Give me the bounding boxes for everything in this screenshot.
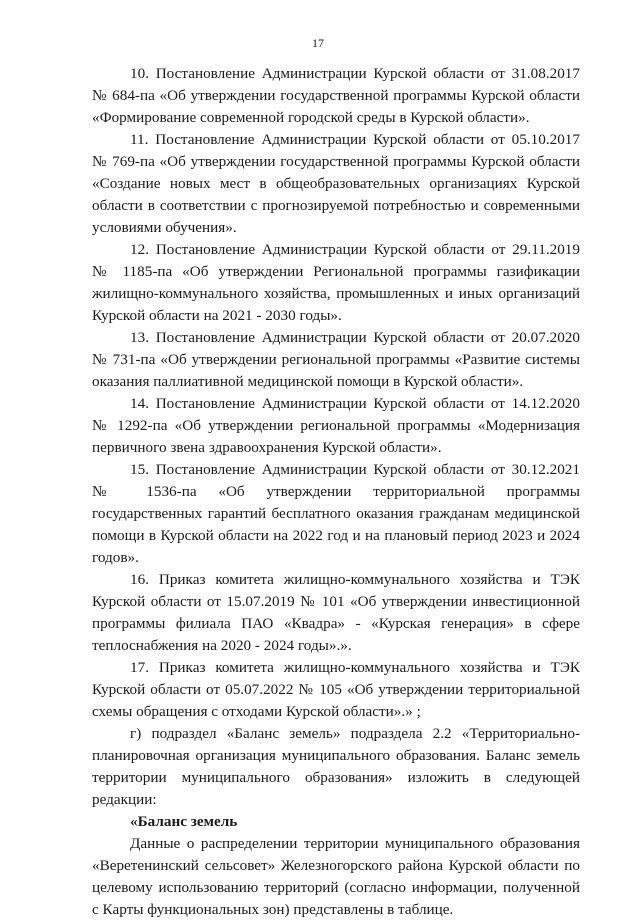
paragraph-item-10: 10. Постановление Администрации Курской области от 31.08.2017 № 684-па «Об утверждении государственной программы Курской области «Формирование современной городской среды в Курской области».	[92, 65, 580, 126]
paragraph-item-16: 16. Приказ комитета жилищно-коммунального хозяйства и ТЭК Курской области от 15.07.2019 № 101 «Об утверждении инвестиционной программы филиала ПАО «Квадра» - «Курская генерация» в сфере теплоснабжения на 2020 - 2024 годы».».	[92, 571, 580, 654]
paragraph-subsection-g: г) подраздел «Баланс земель» подраздела 2.2 «Территориально-планировочная организация муниципального образования. Баланс земель территории муниципального образования» изложить в следующей редакции:	[92, 725, 580, 808]
paragraph-land-balance: Данные о распределении территории муниципального образования «Веретенинский сельсовет» Железногорского района Курской области по целевому использованию территорий (согласно информации, полученной с Карты функциональных зон) представлены в таблице.	[92, 835, 580, 918]
paragraph-item-12: 12. Постановление Администрации Курской области от 29.11.2019 № 1185-па «Об утверждении Региональной программы газификации жилищно-коммунального хозяйства, промышленных и иных организаций Курской области на 2021 - 2030 годы».	[92, 241, 580, 324]
paragraph-item-14: 14. Постановление Администрации Курской области от 14.12.2020 № 1292-па «Об утверждении региональной программы «Модернизация первичного звена здравоохранения Курской области».	[92, 395, 580, 456]
paragraph-item-17: 17. Приказ комитета жилищно-коммунального хозяйства и ТЭК Курской области от 05.07.2022 № 105 «Об утверждении территориальной схемы обращения с отходами Курской области».» ;	[92, 659, 580, 720]
page-number: 17	[312, 36, 324, 50]
paragraph-item-15: 15. Постановление Администрации Курской области от 30.12.2021 № 1536-па «Об утверждении территориальной программы государственных гарантий бесплатного оказания гражданам медицинской помощи в Курской области на 2022 год и на плановый период 2023 и 2024 годов».	[92, 461, 580, 566]
section-heading: «Баланс земель	[130, 813, 238, 830]
paragraph-item-13: 13. Постановление Администрации Курской области от 20.07.2020 № 731-па «Об утверждении региональной программы «Развитие системы оказания паллиативной медицинской помощи в Курской области».	[92, 329, 580, 390]
paragraph-item-11: 11. Постановление Администрации Курской области от 05.10.2017 № 769-па «Об утверждении государственной программы Курской области «Создание новых мест в общеобразовательных организациях Курской области в соответствии с прогнозируемой потребностью и современными условиями обучения».	[92, 131, 580, 236]
page-content	[92, 63, 580, 921]
